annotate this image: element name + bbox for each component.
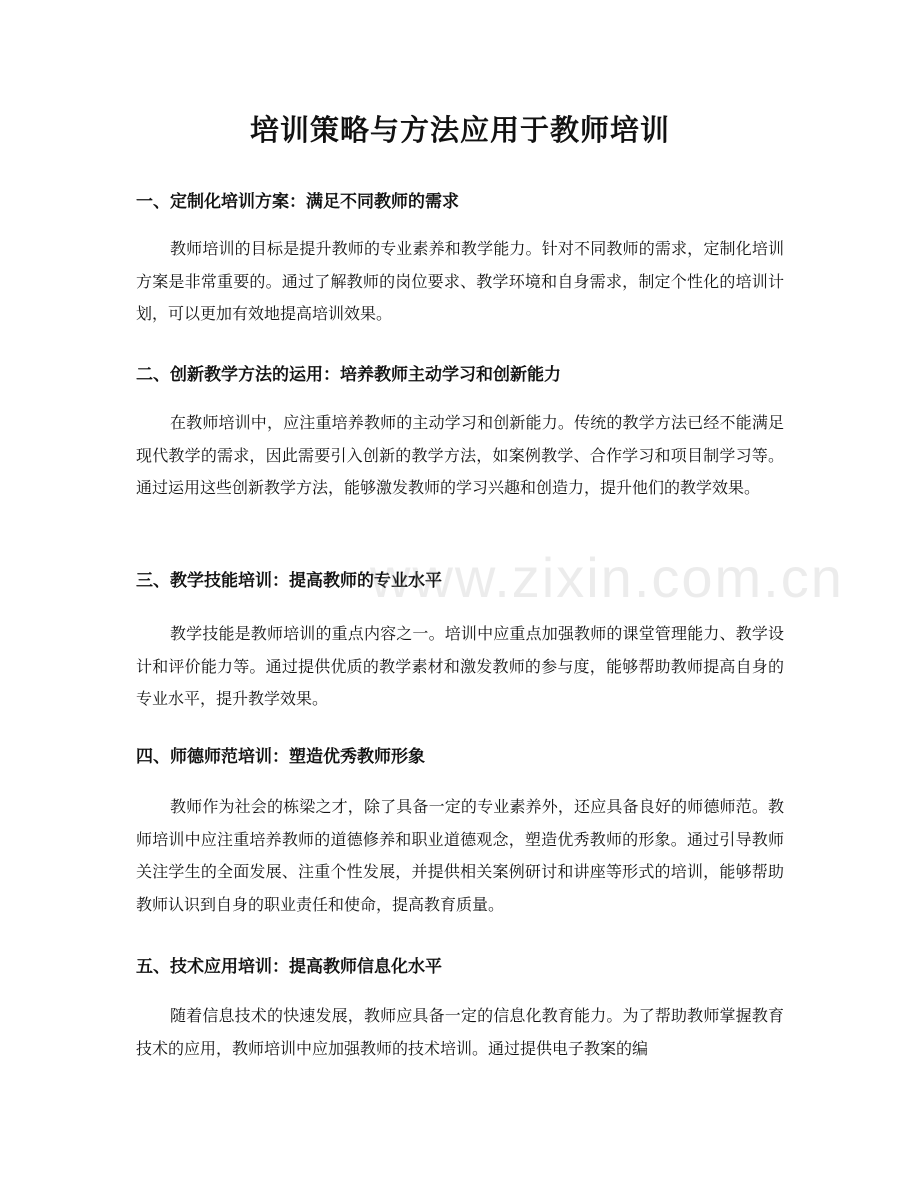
section-5-body: 随着信息技术的快速发展，教师应具备一定的信息化教育能力。为了帮助教师掌握教育技术的应用，教师培训中应加强教师的技术培训。通过提供电子教案的编 xyxy=(136,1006,784,1058)
section-2-heading: 二、创新教学方法的运用：培养教师主动学习和创新能力 xyxy=(136,365,561,385)
document-title: 培训策略与方法应用于教师培训 xyxy=(249,113,670,147)
section-3-heading: 三、教学技能培训：提高教师的专业水平 xyxy=(136,571,442,591)
section-4-body: 教师作为社会的栋梁之才，除了具备一定的专业素养外，还应具备良好的师德师范。教师培训中应注重培养教师的道德修养和职业道德观念，塑造优秀教师的形象。通过引导教师关注学生的全面发展、注重个性发展，并提供相关案例研讨和讲座等形式的培训，能够帮助教师认识到自身的职业责任和使命，提高教育质量。 xyxy=(136,797,784,914)
section-2-body: 在教师培训中，应注重培养教师的主动学习和创新能力。传统的教学方法已经不能满足现代教学的需求，因此需要引入创新的教学方法，如案例教学、合作学习和项目制学习等。通过运用这些创新教学方法，能够激发教师的学习兴趣和创造力，提升他们的教学效果。 xyxy=(136,413,784,497)
section-3-body: 教学技能是教师培训的重点内容之一。培训中应重点加强教师的课堂管理能力、教学设计和评价能力等。通过提供优质的教学素材和激发教师的参与度，能够帮助教师提高自身的专业水平，提升教学效果。 xyxy=(136,624,784,708)
section-1-heading: 一、定制化培训方案：满足不同教师的需求 xyxy=(136,192,459,212)
section-1-body: 教师培训的目标是提升教师的专业素养和教学能力。针对不同教师的需求，定制化培训方案是非常重要的。通过了解教师的岗位要求、教学环境和自身需求，制定个性化的培训计划，可以更加有效地提高培训效果。 xyxy=(136,239,784,323)
watermark: www.zixin.com.cn xyxy=(370,546,844,609)
section-5-heading: 五、技术应用培训：提高教师信息化水平 xyxy=(136,957,442,977)
section-4-heading: 四、师德师范培训：塑造优秀教师形象 xyxy=(136,747,425,767)
